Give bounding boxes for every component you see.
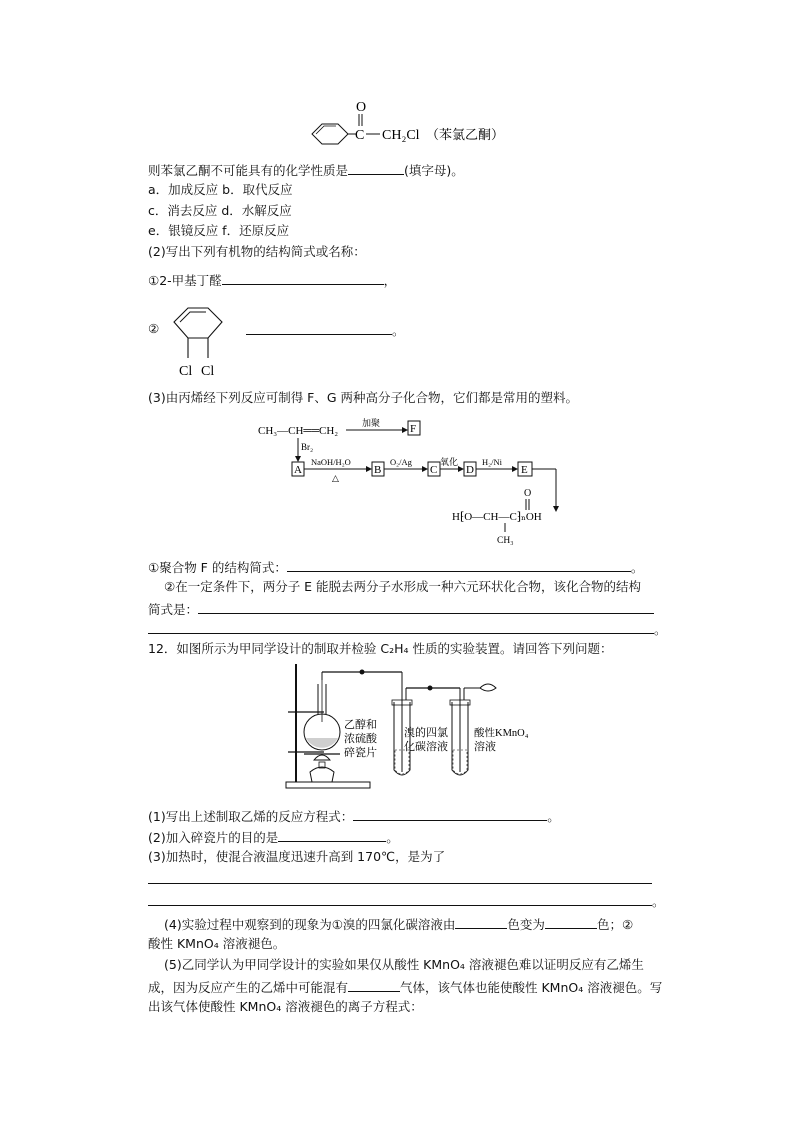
q11-3-sub2-line1: ②在一定条件下，两分子 E 能脱去两分子水形成一种六元环状化合物，该化合物的结构 <box>164 579 642 594</box>
carbonyl-carbon: C <box>355 128 365 143</box>
q11-3-stem: (3)由丙烯经下列反应可制得 F、G 两种高分子化合物，它们都是常用的塑料。 <box>148 390 579 405</box>
propene-formula: CH₃—CH══CH₂ <box>258 425 339 437</box>
answer-blank[interactable] <box>148 891 652 906</box>
answer-blank[interactable] <box>278 827 386 842</box>
q11-2-item2-mark: ② <box>148 321 160 336</box>
dichlorobenzene-structure <box>168 300 238 384</box>
ch2cl-group: CH₂Cl <box>382 128 420 143</box>
q11-3-sub2-line3: 。 <box>148 619 667 639</box>
chlorine-label: Cl <box>179 364 193 379</box>
methyl-group: CH₃ <box>497 536 514 546</box>
q12-stem: 12．如图所示为甲同学设计的制取并检验 C₂H₄ 性质的实验装置。请回答下列问题： <box>148 641 613 656</box>
q12-5-line1: (5)乙同学认为甲同学设计的实验如果仅从酸性 KMnO₄ 溶液褪色难以证明反应有乙烯生 <box>164 957 644 972</box>
answer-blank[interactable] <box>148 869 652 884</box>
tube2-label-2: 溶液 <box>474 741 496 753</box>
q11-3-sub1: ①聚合物 F 的结构简式： 。 <box>148 557 643 577</box>
flask-label-2: 浓硫酸 <box>344 733 377 745</box>
product-carbonyl-o: O <box>524 488 532 499</box>
option-cd: c．消去反应 d．水解反应 <box>148 203 292 218</box>
carbonyl-oxygen: O <box>356 100 367 115</box>
polymerize-label: 加聚 <box>362 418 381 428</box>
compound-F: F <box>410 423 417 435</box>
option-ef: e．银镜反应 f．还原反应 <box>148 223 290 238</box>
answer-blank[interactable] <box>545 914 597 929</box>
flask-label-1: 乙醇和 <box>344 719 377 731</box>
bromine-reagent: Br₂ <box>301 442 314 452</box>
compound-C: C <box>430 464 438 476</box>
naoh-reagent: NaOH/H₂O <box>311 457 351 467</box>
q12-5-line2: 成，因为反应产生的乙烯中可能混有 气体，该气体也能使酸性 KMnO₄ 溶液褪色。写 <box>148 977 662 997</box>
q12-3-blank2: 。 <box>148 891 665 911</box>
answer-blank[interactable] <box>222 270 384 285</box>
tube1-label-2: 化碳溶液 <box>404 741 448 753</box>
phenacyl-chloride-structure <box>300 96 540 156</box>
polymer-G: H⁅O—CH—C⁆ₙOH <box>452 511 542 523</box>
heat-symbol: △ <box>332 473 339 483</box>
q12-1: (1)写出上述制取乙烯的反应方程式： 。 <box>148 806 560 826</box>
answer-blank[interactable] <box>287 557 631 572</box>
compound-B: B <box>374 464 382 476</box>
compound-E: E <box>521 464 528 476</box>
h2-ni-reagent: H₂/Ni <box>482 457 502 467</box>
chips-label: 碎瓷片 <box>344 747 377 759</box>
answer-blank[interactable] <box>148 619 654 634</box>
q12-4-line1: (4)实验过程中观察到的现象为①溴的四氯化碳溶液由 色变为 色；② <box>164 914 633 934</box>
compound-name: （苯氯乙酮） <box>426 127 505 142</box>
answer-blank[interactable] <box>353 806 547 821</box>
reaction-scheme <box>256 416 586 548</box>
alcohol-burner <box>310 755 334 782</box>
tube2-label-1: 酸性KMnO₄ <box>474 728 529 739</box>
answer-blank[interactable] <box>455 914 507 929</box>
q11-2-stem: (2)写出下列有机物的结构简式或名称： <box>148 244 366 259</box>
oxidation-label: 氧化 <box>440 457 459 467</box>
compound-A: A <box>294 464 302 476</box>
tube1-label-1: 溴的四氯 <box>404 727 448 739</box>
q11-2-item1: ①2-甲基丁醛 ， <box>148 270 396 290</box>
o2-ag-reagent: O₂/Ag <box>390 457 412 467</box>
q11-1-stem: 则苯氯乙酮不可能具有的化学性质是 (填字母)。 <box>148 160 464 180</box>
ethylene-apparatus <box>284 662 574 792</box>
q11-3-sub2-line2: 简式是： <box>148 599 654 619</box>
option-ab: a．加成反应 b．取代反应 <box>148 182 293 197</box>
q12-5-line3: 出该气体使酸性 KMnO₄ 溶液褪色的离子方程式： <box>148 999 423 1014</box>
benzene-ring <box>312 124 348 144</box>
q12-2: (2)加入碎瓷片的目的是 。 <box>148 827 399 847</box>
compound-D: D <box>466 464 474 476</box>
round-bottom-flask <box>304 680 340 750</box>
answer-blank[interactable] <box>348 977 400 992</box>
answer-blank[interactable] <box>246 320 392 335</box>
flame-icon <box>480 684 496 691</box>
q12-3-blank1 <box>148 869 652 889</box>
q12-4-line2: 酸性 KMnO₄ 溶液褪色。 <box>148 936 286 951</box>
chlorine-label: Cl <box>201 364 215 379</box>
q11-2-item2-answer: 。 <box>246 320 405 340</box>
q12-3: (3)加热时，使混合液温度迅速升高到 170℃，是为了 <box>148 849 446 864</box>
answer-blank[interactable] <box>198 599 654 614</box>
answer-blank[interactable] <box>348 160 404 175</box>
benzene-ring <box>174 308 222 338</box>
